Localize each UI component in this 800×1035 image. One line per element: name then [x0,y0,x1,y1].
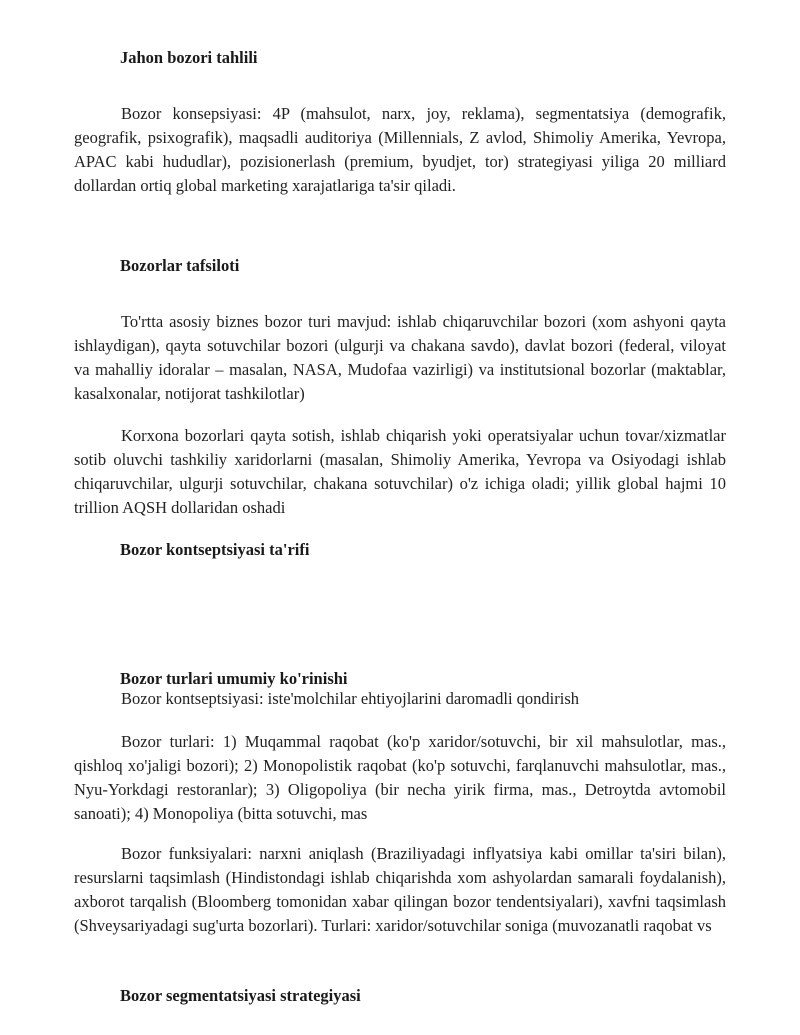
paragraph-enterprise-markets: Korxona bozorlari qayta sotish, ishlab chiqarish yoki operatsiyalar uchun tovar/xizmatlar sotib oluvchi tashkiliy xaridorlarni (masalan, Shimoliy Amerika, Yevropa va Osiyodagi ishlab chiqaruvchilar, ulgurji sotuvchilar, chakana sotuvchilar) o'z ichiga oladi; yillik global hajmi 10 trillion AQSH dollaridan oshadi [74,426,726,517]
paragraph-market-functions: Bozor funksiyalari: narxni aniqlash (Braziliyadagi inflyatsiya kabi omillar ta'siri bilan), resurslarni taqsimlash (Hindistondagi ishlab chiqarishda xom ashyolardan samarali foydalanish), axborot tarqalish (Bloomberg tomonidan xabar qilingan bozor tendentsiyalari), xavfni taqsimlash (Shveysariyadagi sug'urta bozorlari). Turlari: xaridor/sotuvchilar soniga (muvozanatli raqobat vs [74,844,726,935]
paragraph-market-types: To'rtta asosiy biznes bozor turi mavjud: ishlab chiqaruvchilar bozori (xom ashyoni qayta ishlaydigan), qayta sotuvchilar bozori (ulgurji va chakana savdo), davlat bozori (federal, viloyat va mahalliy idoralar – masalan, NASA, Mudofaa vazirligi) va institutsional bozorlar (maktablar, kasalxonalar, notijorat tashkilotlar) [74,312,726,403]
market-concept-line: Bozor kontseptsiyasi: iste'molchilar ehtiyojlarini daromadli qondirish [121,689,580,708]
heading-market-concept-definition: Bozor kontseptsiyasi ta'rifi [120,540,310,559]
paragraph-market-concept: Bozor konsepsiyasi: 4P (mahsulot, narx, joy, reklama), segmentatsiya (demografik, geografik, psixografik), maqsadli auditoriya (Millennials, Z avlod, Shimoliy Amerika, Yevropa, APAC kabi hududlar), pozisionerlash (premium, byudjet, tor) strategiyasi yiliga 20 milliard dollardan ortiq global marketing xarajatlariga ta'sir qiladi. [74,104,726,195]
heading-global-market-analysis: Jahon bozori tahlili [120,48,258,67]
paragraph-market-types-list: Bozor turlari: 1) Muqammal raqobat (ko'p xaridor/sotuvchi, bir xil mahsulotlar, mas., qishloq xo'jaligi bozori); 2) Monopolistik raqobat (ko'p sotuvchi, farqlanuvchi mahsulotlar, mas., Nyu-Yorkdagi restoranlar); 3) Oligopoliya (bir necha yirik firma, mas., Detroytda avtomobil sanoati); 4) Monopoliya (bitta sotuvchi, mas [74,732,726,823]
heading-market-details: Bozorlar tafsiloti [120,256,240,275]
heading-market-types-overview: Bozor turlari umumiy ko'rinishi [120,669,348,688]
heading-market-segmentation-strategy: Bozor segmentatsiyasi strategiyasi [120,986,361,1005]
